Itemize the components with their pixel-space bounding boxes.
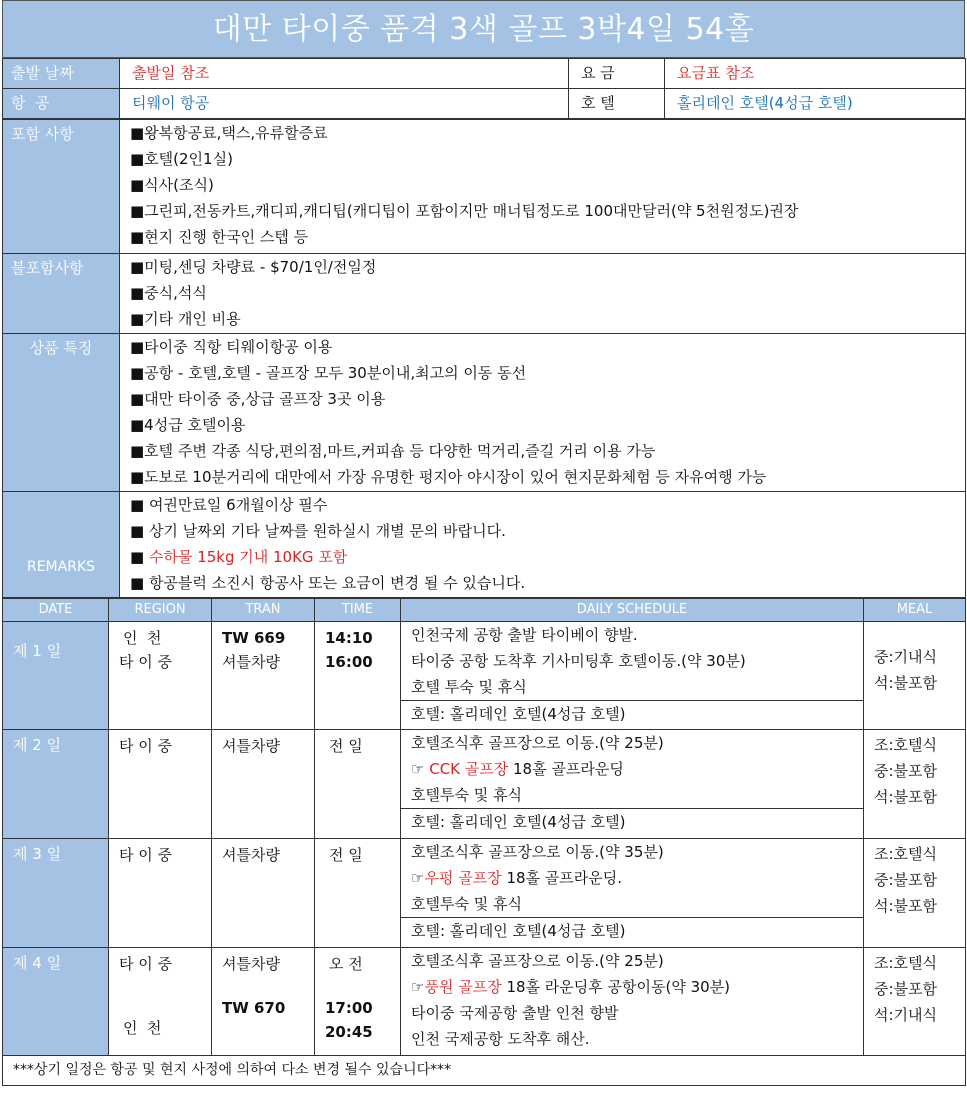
region-text: 인 천: [123, 629, 162, 647]
schedule-line: 호텔투숙 및 휴식: [411, 895, 522, 913]
header-tran: TRAN: [212, 599, 315, 622]
remark-bullet: ■: [130, 548, 149, 566]
included-item: ■현지 진행 한국인 스텝 등: [130, 228, 309, 246]
time-text: 오 전: [329, 955, 363, 973]
tran-text: 셔틀차량: [212, 730, 315, 839]
feature-item: ■호텔 주변 각종 식당,편의점,마트,커피숍 등 다양한 먹거리,즐길 거리 이용 가능: [130, 442, 656, 460]
itinerary-page: [2, 0, 965, 1086]
day-row: [3, 622, 966, 730]
meal-text: 석:불포함: [874, 674, 938, 692]
meal-text: 석:불포함: [874, 788, 938, 806]
time-text: 전 일: [315, 839, 401, 948]
region-text: 타 이 중: [119, 653, 173, 671]
included-label: 포함 사항: [3, 120, 120, 254]
region-text: 인 천: [123, 1019, 162, 1037]
time-text: 16:00: [325, 653, 373, 671]
hotel-label: 호 텔: [569, 89, 665, 119]
day-row: [3, 948, 966, 1056]
meal-text: 조:호텔식: [874, 954, 938, 972]
meal-text: 조:호텔식: [874, 736, 938, 754]
schedule-cell: [401, 839, 864, 948]
fee-value: 요금표 참조: [665, 59, 966, 89]
day-label: 제 3 일: [3, 839, 109, 948]
header-region: REGION: [109, 599, 212, 622]
tran-cell: [212, 622, 315, 730]
remark-item: [120, 544, 965, 570]
time-text: 20:45: [325, 1023, 373, 1041]
schedule-hotel: 호텔: 홀리데인 호텔(4성급 호텔): [401, 700, 863, 727]
day-label: 제 4 일: [3, 948, 109, 1056]
departure-value: 출발일 참조: [120, 59, 569, 89]
footer-note: ***상기 일정은 항공 및 현지 사정에 의하여 다소 변경 될수 있습니다***: [3, 1056, 966, 1086]
hotel-value: 홀리데인 호텔(4성급 호텔): [665, 89, 966, 119]
meal-text: 석:기내식: [874, 1006, 938, 1024]
schedule-line: 타이중 공항 도착후 기사미팅후 호텔이동.(약 30분): [411, 652, 746, 670]
remark-baggage-text: 수하물 15kg 기내 10KG 포함: [148, 548, 348, 566]
page-title: 대만 타이중 품격 3색 골프 3박4일 54홀: [2, 0, 965, 58]
pointing-hand-icon: ☞: [411, 869, 425, 887]
included-item: ■식사(조식): [130, 176, 214, 194]
features-label: 상품 특징: [3, 334, 120, 492]
schedule-cell: [401, 622, 864, 730]
meal-text: 중:기내식: [874, 648, 938, 666]
pointing-hand-icon: ☞: [411, 760, 430, 778]
header-date: DATE: [3, 599, 109, 622]
schedule-line: 인천국제 공항 출발 타이베이 향발.: [411, 626, 638, 644]
schedule-cell: [401, 948, 864, 1056]
schedule-line: 호텔 투숙 및 휴식: [411, 678, 527, 696]
schedule-line-rest: 18홀 라운딩후 공항이동(약 30분): [501, 978, 731, 996]
region-text: 타 이 중: [109, 839, 212, 948]
schedule-line-rest: 18홀 골프라운딩.: [501, 869, 623, 887]
remark-item: ■ 상기 날짜외 기타 날짜를 원하실시 개별 문의 바랍니다.: [130, 522, 506, 540]
header-daily-schedule: DAILY SCHEDULE: [401, 599, 864, 622]
schedule-hotel: 호텔: 홀리데인 호텔(4성급 호텔): [401, 917, 863, 944]
remarks-list: [120, 492, 966, 598]
pointing-hand-icon: ☞: [411, 978, 425, 996]
schedule-line: 호텔조식후 골프장으로 이동.(약 25분): [411, 734, 664, 752]
schedule-line-rest: 18홀 골프라운딩: [508, 760, 624, 778]
remarks-label: [3, 492, 120, 598]
meal-text: 중:불포함: [874, 871, 938, 889]
excluded-label: 불포함사항: [3, 254, 120, 334]
schedule-line: 타이중 국제공항 출발 인천 향발: [411, 1004, 619, 1022]
golf-course-name: CCK 골프장: [429, 760, 509, 778]
tran-cell: [212, 948, 315, 1056]
features-list: [120, 334, 966, 492]
details-table: [2, 119, 966, 598]
excluded-item: ■중식,석식: [130, 284, 207, 302]
excluded-item: ■미팅,센딩 차량료 - $70/1인/전일정: [130, 258, 377, 276]
included-item: ■호텔(2인1실): [130, 150, 233, 168]
included-list: [120, 120, 966, 254]
schedule-table: [2, 598, 966, 1086]
schedule-line: 호텔조식후 골프장으로 이동.(약 25분): [411, 952, 664, 970]
time-text: 14:10: [325, 629, 373, 647]
feature-item: ■대만 타이중 중,상급 골프장 3곳 이용: [130, 390, 386, 408]
feature-item: ■도보로 10분거리에 대만에서 가장 유명한 펑지아 야시장이 있어 현지문화체험 등 자유여행 가능: [130, 468, 767, 486]
remarks-label-text: REMARKS: [26, 559, 96, 575]
meal-text: 조:호텔식: [874, 845, 938, 863]
schedule-line: [401, 756, 863, 782]
meal-cell: [864, 622, 966, 730]
airline-value: 티웨이 항공: [120, 89, 569, 119]
region-text: 타 이 중: [119, 955, 173, 973]
header-time: TIME: [315, 599, 401, 622]
departure-label: 출발 날짜: [3, 59, 120, 89]
schedule-line: [401, 974, 863, 1000]
remark-item: ■ 항공블럭 소진시 항공사 또는 요금이 변경 될 수 있습니다.: [130, 574, 526, 592]
schedule-line: 인천 국제공항 도착후 해산.: [411, 1030, 590, 1048]
tran-text: TW 670: [222, 999, 286, 1017]
golf-course-name: 우펑 골프장: [424, 869, 502, 887]
day-label: 제 1 일: [3, 622, 109, 730]
included-item: ■왕복항공료,택스,유류할증료: [130, 124, 328, 142]
schedule-line: [401, 865, 863, 891]
meal-text: 중:불포함: [874, 762, 938, 780]
day-label: 제 2 일: [3, 730, 109, 839]
meal-text: 석:불포함: [874, 897, 938, 915]
tran-text: 셔틀차량: [212, 839, 315, 948]
meal-cell: [864, 839, 966, 948]
included-item: ■그린피,전동카트,캐디피,캐디팁(캐디팁이 포함이지만 매너팁정도로 100대만달러(약 5천원정도)권장: [130, 202, 799, 220]
remark-item: ■ 여권만료일 6개월이상 필수: [130, 496, 328, 514]
time-cell: [315, 948, 401, 1056]
feature-item: ■4성급 호텔이용: [130, 416, 246, 434]
fee-label: 요 금: [569, 59, 665, 89]
excluded-list: [120, 254, 966, 334]
region-text: 타 이 중: [109, 730, 212, 839]
time-text: 17:00: [325, 999, 373, 1017]
excluded-item: ■기타 개인 비용: [130, 310, 241, 328]
region-cell: [109, 622, 212, 730]
meal-cell: [864, 948, 966, 1056]
schedule-cell: [401, 730, 864, 839]
tran-text: TW 669: [222, 629, 286, 647]
header-meal: MEAL: [864, 599, 966, 622]
schedule-line: 호텔조식후 골프장으로 이동.(약 35분): [411, 843, 664, 861]
time-text: 전 일: [315, 730, 401, 839]
golf-course-name: 풍원 골프장: [424, 978, 502, 996]
region-cell: [109, 948, 212, 1056]
day-row: [3, 839, 966, 948]
info-table: [2, 58, 966, 119]
time-cell: [315, 622, 401, 730]
day-row: [3, 730, 966, 839]
schedule-line: 호텔투숙 및 휴식: [411, 786, 522, 804]
airline-label: 항 공: [3, 89, 120, 119]
meal-text: 중:불포함: [874, 980, 938, 998]
tran-text: 셔틀차량: [222, 653, 280, 671]
tran-text: 셔틀차량: [222, 955, 280, 973]
feature-item: ■타이중 직항 티웨이항공 이용: [130, 338, 333, 356]
schedule-hotel: 호텔: 홀리데인 호텔(4성급 호텔): [401, 808, 863, 835]
meal-cell: [864, 730, 966, 839]
feature-item: ■공항 - 호텔,호텔 - 골프장 모두 30분이내,최고의 이동 동선: [130, 364, 527, 382]
